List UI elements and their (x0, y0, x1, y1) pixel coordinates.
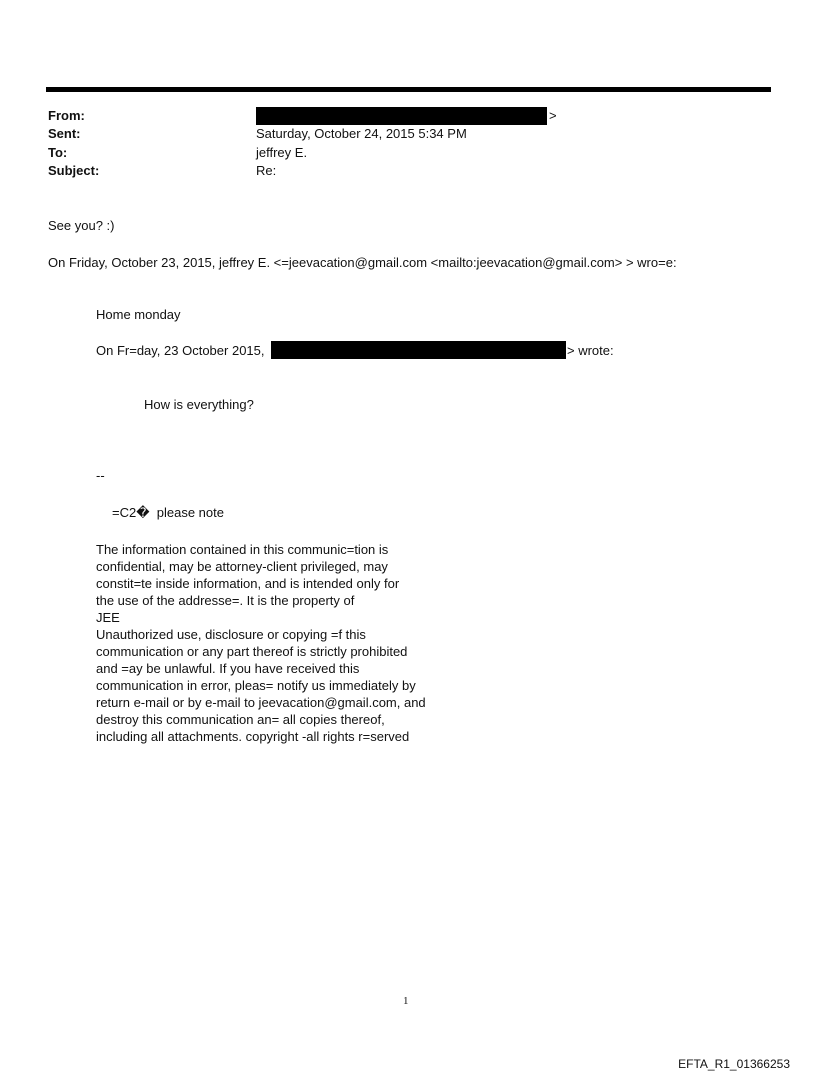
disclaimer-line: The information contained in this communic=tion is (96, 542, 389, 557)
disclaimer-line: return e-mail or by e-mail to jeevacation@gmail.com, and (96, 695, 426, 710)
disclaimer-line: confidential, may be attorney-client privileged, may (96, 559, 388, 574)
quote2-intro-prefix: On Fr=day, 23 October 2015, (96, 343, 265, 358)
disclaimer-line: destroy this communication an= all copies thereof, (96, 712, 385, 727)
redaction-sender (271, 341, 566, 359)
disclaimer-line: Unauthorized use, disclosure or copying =f this (96, 627, 366, 642)
top-rule (46, 87, 771, 92)
disclaimer-line: JEE (96, 610, 120, 625)
disclaimer-line: communication or any part thereof is strictly prohibited (96, 644, 408, 659)
sent-label: Sent: (48, 126, 81, 141)
quote2-text: How is everything? (144, 397, 254, 412)
signature-note: =C2� please note (112, 505, 224, 520)
sent-value: Saturday, October 24, 2015 5:34 PM (256, 126, 467, 141)
reply-line: See you? :) (48, 218, 115, 233)
disclaimer-line: and =ay be unlawful. If you have received this (96, 661, 360, 676)
quote1-text: Home monday (96, 307, 181, 322)
disclaimer-line: including all attachments. copyright -all rights r=served (96, 729, 410, 744)
quote2-intro-suffix: > wrote: (567, 343, 614, 358)
signature-separator: -- (96, 468, 105, 483)
to-value: jeffrey E. (256, 145, 308, 160)
from-suffix: > (549, 108, 557, 123)
to-label: To: (48, 145, 68, 160)
redaction-from (256, 107, 547, 125)
bates-number: EFTA_R1_01366253 (678, 1057, 790, 1071)
page-number: 1 (403, 995, 409, 1007)
subject-label: Subject: (48, 163, 100, 178)
disclaimer-line: the use of the addresse=. It is the property of (96, 593, 355, 608)
disclaimer (96, 541, 456, 745)
from-label: From: (48, 108, 85, 123)
disclaimer-line: communication in error, pleas= notify us immediately by (96, 678, 416, 693)
disclaimer-line: constit=te inside information, and is intended only for (96, 576, 400, 591)
subject-value: Re: (256, 163, 277, 178)
quote1-intro: On Friday, October 23, 2015, jeffrey E. <=jeevacation@gmail.com <mailto:jeevacation@gmail.com> > wro=e: (48, 255, 677, 270)
